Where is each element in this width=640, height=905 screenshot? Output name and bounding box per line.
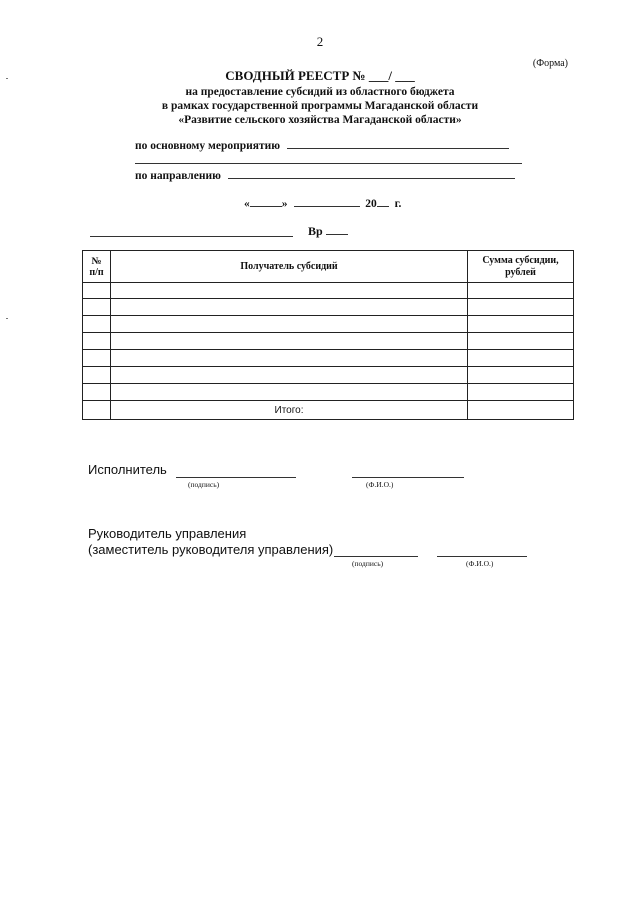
document-title: СВОДНЫЙ РЕЕСТР № ___/ ___: [225, 68, 415, 83]
cell-num[interactable]: [83, 384, 111, 401]
table-row: [83, 333, 574, 350]
table-row: [83, 299, 574, 316]
header-amount: Сумма субсидии, рублей: [468, 251, 574, 283]
cell-amount[interactable]: [468, 367, 574, 384]
measure-blank[interactable]: [287, 136, 509, 149]
head-sign-caption: (подпись): [352, 559, 384, 568]
table-header-row: [83, 251, 574, 283]
cell-num[interactable]: [83, 299, 111, 316]
table-row: [83, 384, 574, 401]
measure-label: по основному мероприятию: [135, 140, 281, 152]
date-year-suffix: г.: [394, 198, 402, 210]
cell-amount[interactable]: [468, 333, 574, 350]
executor-name-line[interactable]: [352, 477, 464, 478]
head-sign-line[interactable]: [334, 556, 418, 557]
direction-blank[interactable]: [228, 166, 515, 179]
head-label-line-1: Руководитель управления: [88, 526, 247, 541]
head-name-caption: (Ф.И.О.): [466, 559, 494, 568]
cell-recipient[interactable]: [111, 350, 468, 367]
executor-sign-line[interactable]: [176, 477, 296, 478]
cell-amount[interactable]: [468, 350, 574, 367]
subtitle-line-3: «Развитие сельского хозяйства Магаданской области»: [178, 114, 462, 126]
header-num: № п/п: [83, 251, 111, 283]
page-number: 2: [316, 34, 324, 49]
subtitle-line-2: в рамках государственной программы Магаданской области: [161, 100, 479, 112]
vr-left-blank[interactable]: [90, 236, 293, 237]
table-row: [83, 367, 574, 384]
table-total-row: [83, 401, 574, 420]
form-label: (Форма): [532, 58, 568, 69]
total-label: Итого:: [111, 401, 468, 420]
date-year-blank[interactable]: [377, 196, 389, 207]
table-row: [83, 283, 574, 299]
cell-amount[interactable]: [468, 316, 574, 333]
cell-num[interactable]: [83, 333, 111, 350]
vr-field: [308, 224, 348, 239]
date-year-prefix: 20: [365, 198, 377, 210]
head-label-line-2: (заместитель руководителя управления): [88, 542, 334, 557]
registry-table: [82, 250, 574, 420]
subtitle-line-1: на предоставление субсидий из областного бюджета: [185, 86, 455, 98]
date-close-quote: »: [281, 198, 288, 210]
date-open-quote: «: [244, 198, 250, 210]
cell-num[interactable]: [83, 316, 111, 333]
header-recipient: Получатель субсидий: [111, 251, 468, 283]
cell-num[interactable]: [83, 350, 111, 367]
vr-label: Вр: [308, 224, 323, 238]
cell-amount[interactable]: [468, 283, 574, 299]
margin-speck: [6, 318, 8, 319]
cell-recipient[interactable]: [111, 316, 468, 333]
table-row: [83, 316, 574, 333]
date-line: [244, 196, 401, 210]
vr-blank[interactable]: [326, 224, 348, 235]
executor-sign-caption: (подпись): [188, 480, 220, 489]
date-day-blank[interactable]: [250, 196, 282, 207]
cell-recipient[interactable]: [111, 367, 468, 384]
measure-field: [135, 136, 525, 154]
cell-amount[interactable]: [468, 299, 574, 316]
executor-label: Исполнитель: [88, 462, 167, 477]
cell-recipient[interactable]: [111, 283, 468, 299]
cell-num[interactable]: [83, 283, 111, 299]
head-name-line[interactable]: [437, 556, 527, 557]
direction-label: по направлению: [135, 170, 221, 182]
cell-num[interactable]: [83, 367, 111, 384]
cell-recipient[interactable]: [111, 299, 468, 316]
cell-recipient[interactable]: [111, 333, 468, 350]
date-month-blank[interactable]: [294, 196, 360, 207]
measure-blank-line-2[interactable]: [135, 163, 522, 164]
cell-amount[interactable]: [468, 384, 574, 401]
cell-recipient[interactable]: [111, 384, 468, 401]
direction-field: [135, 166, 525, 184]
margin-speck: [6, 78, 8, 79]
total-amount-cell[interactable]: [468, 401, 574, 420]
table-row: [83, 350, 574, 367]
cell-num: [83, 401, 111, 420]
executor-name-caption: (Ф.И.О.): [366, 480, 394, 489]
